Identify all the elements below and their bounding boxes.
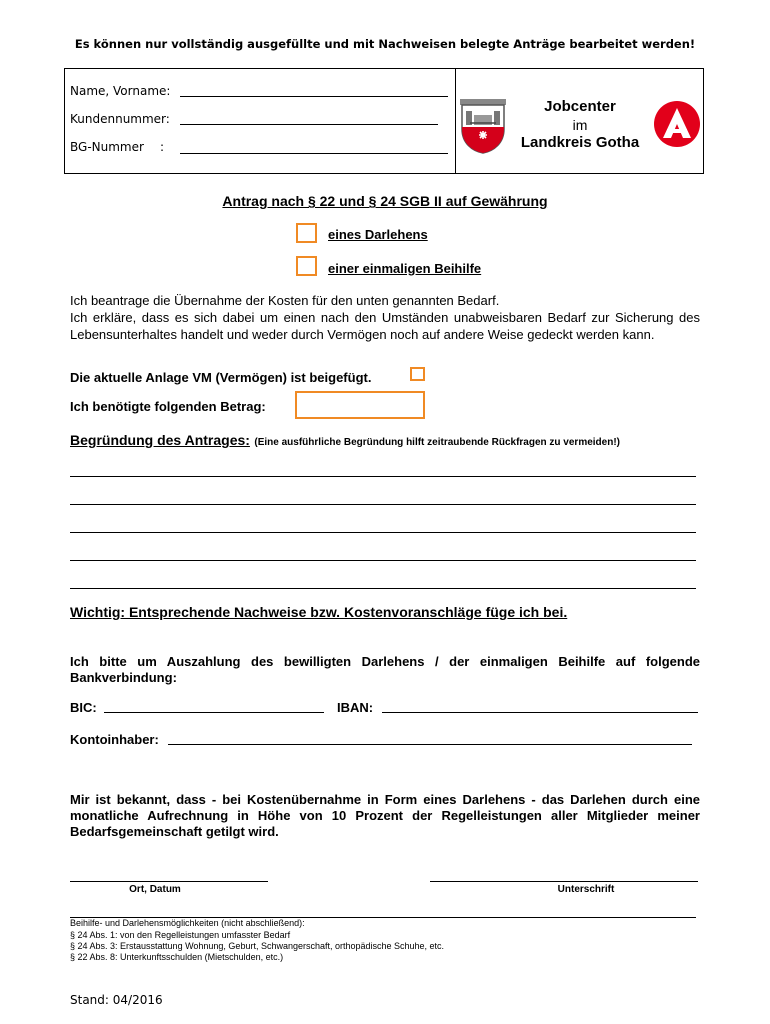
anlage-vm-checkbox[interactable] <box>410 367 425 381</box>
reason-line[interactable] <box>70 504 696 505</box>
signature-label: Unterschrift <box>557 884 615 895</box>
kontoinhaber-label: Kontoinhaber: <box>70 732 159 747</box>
footnote-heading: Beihilfe- und Darlehensmöglichkeiten (nicht abschließend): <box>70 918 305 928</box>
reason-title: Begründung des Antrages: <box>70 432 250 448</box>
jobcenter-title: Jobcenter <box>544 98 616 115</box>
darlehen-checkbox[interactable] <box>296 223 317 243</box>
completeness-notice: Es können nur vollständig ausgefüllte und mit Nachweisen belegte Anträge bearbeitet werden! <box>74 37 696 51</box>
betrag-label: Ich benötigte folgenden Betrag: <box>70 399 266 414</box>
wichtig-note: Wichtig: Entsprechende Nachweise bzw. Kostenvoranschläge füge ich bei. <box>70 604 568 620</box>
reason-hint: (Eine ausführliche Begründung hilft zeitraubende Rückfragen zu vermeiden!) <box>254 437 620 448</box>
bic-label: BIC: <box>70 700 97 715</box>
signature-field[interactable] <box>430 881 698 882</box>
bg-nummer-field[interactable] <box>180 153 448 154</box>
betrag-input[interactable] <box>295 391 425 419</box>
jobcenter-location: Landkreis Gotha <box>520 134 640 151</box>
bg-nummer-label: BG-Nummer <box>70 140 144 154</box>
reason-line[interactable] <box>70 588 696 589</box>
name-field[interactable] <box>180 96 448 97</box>
coat-of-arms-icon <box>458 97 508 155</box>
bg-nummer-colon: : <box>160 140 165 154</box>
iban-label: IBAN: <box>337 700 374 715</box>
kundennummer-field[interactable] <box>180 124 438 125</box>
agentur-logo-icon <box>653 100 701 148</box>
darlehen-label: eines Darlehens <box>328 227 428 242</box>
beihilfe-checkbox[interactable] <box>296 256 317 276</box>
payout-request: Ich bitte um Auszahlung des bewilligten Darlehens / der einmaligen Beihilfe auf folgende Bankverbindung: <box>70 654 700 685</box>
iban-field[interactable] <box>382 712 698 713</box>
anlage-vm-label: Die aktuelle Anlage VM (Vermögen) ist beigefügt. <box>70 370 372 385</box>
reason-line[interactable] <box>70 532 696 533</box>
beihilfe-label: einer einmaligen Beihilfe <box>328 261 482 276</box>
jobcenter-im: im <box>572 117 588 133</box>
repayment-acknowledgement: Mir ist bekannt, dass - bei Kostenübernahme in Form eines Darlehens - das Darlehen durch eine monatliche Aufrechnung in Höhe von 10 Prozent der Regelleistungen aller Mitglieder meiner Bedarfsgemeinschaft getilgt wird. <box>70 792 700 839</box>
header-divider <box>455 68 456 174</box>
kundennummer-label: Kundennummer: <box>70 112 170 126</box>
kontoinhaber-field[interactable] <box>168 744 692 745</box>
bic-field[interactable] <box>104 712 324 713</box>
declaration-statement: Ich erkläre, dass es sich dabei um einen nach den Umständen unabweisbaren Bedarf zur Sicherung des Lebensunterhaltes handelt und weder durch Vermögen noch auf andere Weise gedeckt werden kann. <box>70 310 700 342</box>
reason-line[interactable] <box>70 476 696 477</box>
footnote-item: § 24 Abs. 3: Erstausstattung Wohnung, Geburt, Schwangerschaft, orthopädische Schuhe, etc. <box>70 941 445 951</box>
ort-datum-field[interactable] <box>70 881 268 882</box>
footnote-item: § 22 Abs. 8: Unterkunftsschulden (Mietschulden, etc.) <box>70 952 284 962</box>
stand-date: Stand: 04/2016 <box>70 993 163 1007</box>
declaration-request: Ich beantrage die Übernahme der Kosten für den unten genannten Bedarf. <box>70 293 500 308</box>
name-label: Name, Vorname: <box>70 84 171 98</box>
reason-heading <box>70 432 620 450</box>
reason-line[interactable] <box>70 560 696 561</box>
form-title: Antrag nach § 22 und § 24 SGB II auf Gewährung <box>222 193 548 209</box>
ort-datum-label: Ort, Datum <box>129 884 181 895</box>
footnote-item: § 24 Abs. 1: von den Regelleistungen umfasster Bedarf <box>70 930 291 940</box>
